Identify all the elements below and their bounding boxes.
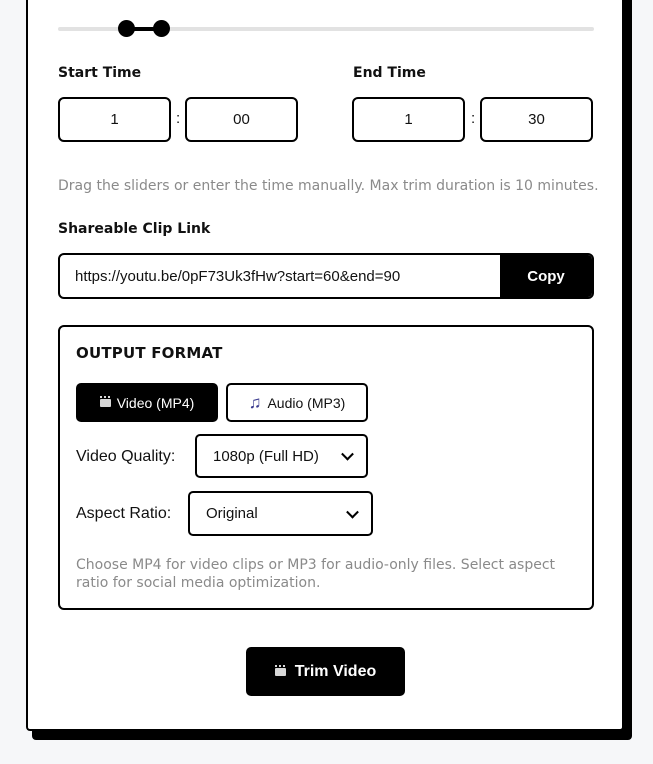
- start-colon: :: [176, 110, 181, 127]
- start-minutes-input[interactable]: 1: [58, 97, 171, 142]
- video-quality-value: 1080p (Full HD): [213, 447, 319, 465]
- start-slider-thumb[interactable]: [118, 20, 135, 37]
- end-seconds-input[interactable]: 30: [480, 97, 593, 142]
- video-quality-label: Video Quality:: [76, 448, 176, 465]
- video-mp4-label: Video (MP4): [116, 394, 195, 411]
- audio-mp3-button[interactable]: [226, 383, 368, 422]
- copy-button[interactable]: Copy: [500, 255, 592, 297]
- chevron-down-icon: [346, 505, 359, 518]
- end-colon: :: [471, 110, 476, 127]
- start-seconds-input[interactable]: 00: [185, 97, 298, 142]
- share-link-input[interactable]: https://youtu.be/0pF73Uk3fHw?start=60&end=90: [75, 267, 401, 285]
- output-format-help: Choose MP4 for video clips or MP3 for audio-only files. Select aspect ratio for social media optimization.: [76, 557, 556, 591]
- end-minutes-input[interactable]: 1: [352, 97, 465, 142]
- aspect-ratio-value: Original: [206, 505, 258, 522]
- music-note-icon: ♫: [248, 393, 262, 412]
- share-link-label: Shareable Clip Link: [58, 221, 211, 237]
- clapperboard-icon: [275, 668, 286, 676]
- start-time-label: Start Time: [58, 65, 142, 81]
- share-link-field: [58, 253, 594, 299]
- trim-video-label: Trim Video: [294, 662, 377, 680]
- trim-video-button[interactable]: [246, 647, 405, 696]
- audio-mp3-label: Audio (MP3): [267, 394, 346, 411]
- chevron-down-icon: [341, 448, 354, 461]
- end-time-label: End Time: [353, 65, 426, 81]
- aspect-ratio-label: Aspect Ratio:: [76, 505, 172, 522]
- end-slider-thumb[interactable]: [153, 20, 170, 37]
- clapperboard-icon: [100, 399, 111, 407]
- aspect-ratio-select[interactable]: [188, 491, 373, 536]
- video-quality-select[interactable]: [195, 434, 368, 478]
- output-format-title: OUTPUT FORMAT: [76, 344, 223, 362]
- trim-hint: Drag the sliders or enter the time manually. Max trim duration is 10 minutes.: [58, 178, 599, 194]
- video-mp4-button[interactable]: [76, 383, 218, 422]
